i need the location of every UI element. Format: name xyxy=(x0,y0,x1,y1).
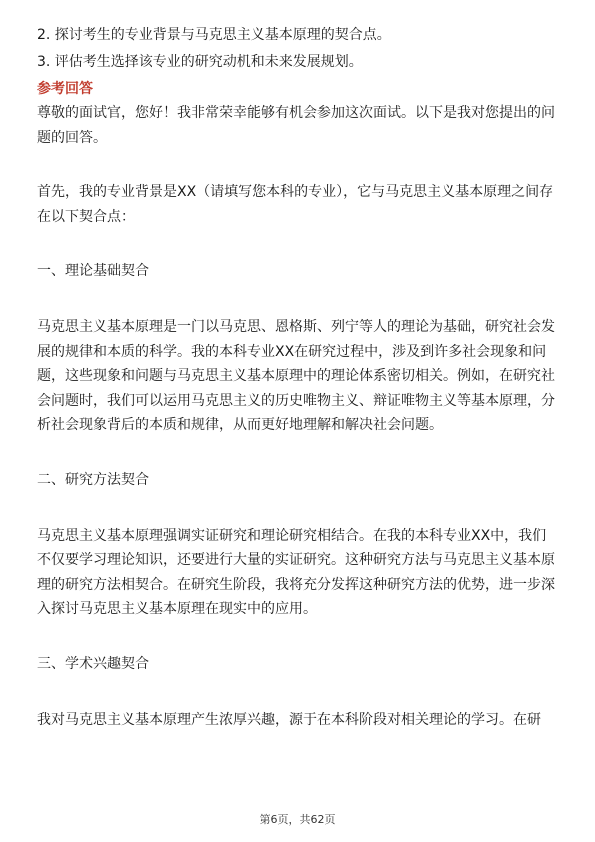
section-body-interest: 我对马克思主义基本原理产生浓厚兴趣，源于在本科阶段对相关理论的学习。在研 xyxy=(37,711,541,728)
section-body-method: 马克思主义基本原理强调实证研究和理论研究相结合。在我的本科专业XX中，我们不仅要学习理论知识，还要进行大量的实证研究。这种研究方法与马克思主义基本原理的研究方法相契合。在研究生阶段，我将充分发挥这种研究方法的优势，进一步深入探讨马克思主义基本原理在现实中的应用。 xyxy=(37,527,555,617)
section-title-method: 二、研究方法契合 xyxy=(37,471,149,488)
background-paragraph: 首先，我的专业背景是XX（请填写您本科的专业），它与马克思主义基本原理之间存在以下契合点： xyxy=(37,184,554,225)
page-footer: 第6页，共62页 xyxy=(259,813,336,826)
answer-heading: 参考回答 xyxy=(37,81,93,97)
section-body-theory: 马克思主义基本原理是一门以马克思、恩格斯、列宁等人的理论为基础，研究社会发展的规律和本质的科学。我的本科专业XX在研究过程中，涉及到许多社会现象和问题，这些现象和问题与马克思主义基本原理中的理论体系密切相关。例如，在研究社会问题时，我们可以运用马克思主义的历史唯物主义、辩证唯物主义等基本原理，分析社会现象背后的本质和规律，从而更好地理解和解决社会问题。 xyxy=(37,319,555,433)
intro-paragraph: 尊敬的面试官，您好！我非常荣幸能够有机会参加这次面试。以下是我对您提出的问题的回答。 xyxy=(37,105,555,146)
page-content xyxy=(37,23,560,732)
section-title-theory: 一、理论基础契合 xyxy=(37,263,149,279)
list-item-3: 3. 评估考生选择该专业的研究动机和未来发展规划。 xyxy=(37,54,363,70)
list-item-2: 2. 探讨考生的专业背景与马克思主义基本原理的契合点。 xyxy=(37,27,391,43)
section-title-interest: 三、学术兴趣契合 xyxy=(37,655,149,672)
